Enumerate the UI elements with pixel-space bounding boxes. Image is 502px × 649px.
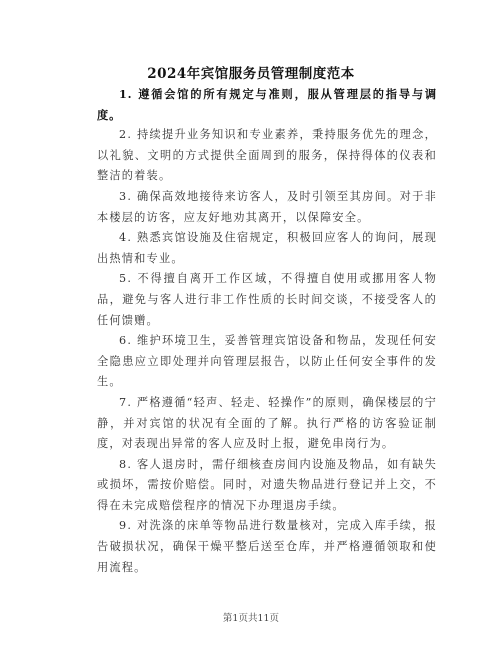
page-number-footer: 第1页共11页 [222,613,280,624]
paragraph-3: 3. 确保高效地接待来访客人，及时引领至其房间。对于非本楼层的访客，应友好地劝其离开，以保障安全。 [97,189,437,224]
paragraph-9: 9. 对洗涤的床单等物品进行数量核对，完成入库手续，报告破损状况，确保干燥平整后送至仓库，并严格遵循领取和使用流程。 [97,519,437,574]
paragraph-5: 5. 不得擅自离开工作区域，不得擅自使用或挪用客人物品，避免与客人进行非工作性质的长时间交谈，不接受客人的任何馈赠。 [97,272,437,327]
paragraph-1: 1. 遵循会馆的所有规定与准则，服从管理层的指导与调度。 [97,87,437,122]
paragraph-8: 8. 客人退房时，需仔细核查房间内设施及物品，如有缺失或损坏，需按价赔偿。同时，对遗失物品进行登记并上交，不得在未完成赔偿程序的情况下办理退房手续。 [97,457,437,512]
paragraph-4: 4. 熟悉宾馆设施及住宿规定，积极回应客人的询问，展现出热情和专业。 [97,231,437,265]
document-body [97,84,437,578]
paragraph-6: 6. 维护环境卫生，妥善管理宾馆设备和物品，发现任何安全隐患应立即处理并向管理层报告，以防止任何安全事件的发生。 [97,334,437,389]
paragraph-7: 7. 严格遵循“轻声、轻走、轻操作”的原则，确保楼层的宁静，并对宾馆的状况有全面的了解。执行严格的访客验证制度，对表现出异常的客人应及时上报，避免串岗行为。 [97,395,437,451]
document-title: 2024年宾馆服务员管理制度范本 [147,66,355,82]
paragraph-2: 2. 持续提升业务知识和专业素养，秉持服务优先的理念，以礼貌、文明的方式提供全面周到的服务，保持得体的仪表和整洁的着装。 [97,128,437,183]
